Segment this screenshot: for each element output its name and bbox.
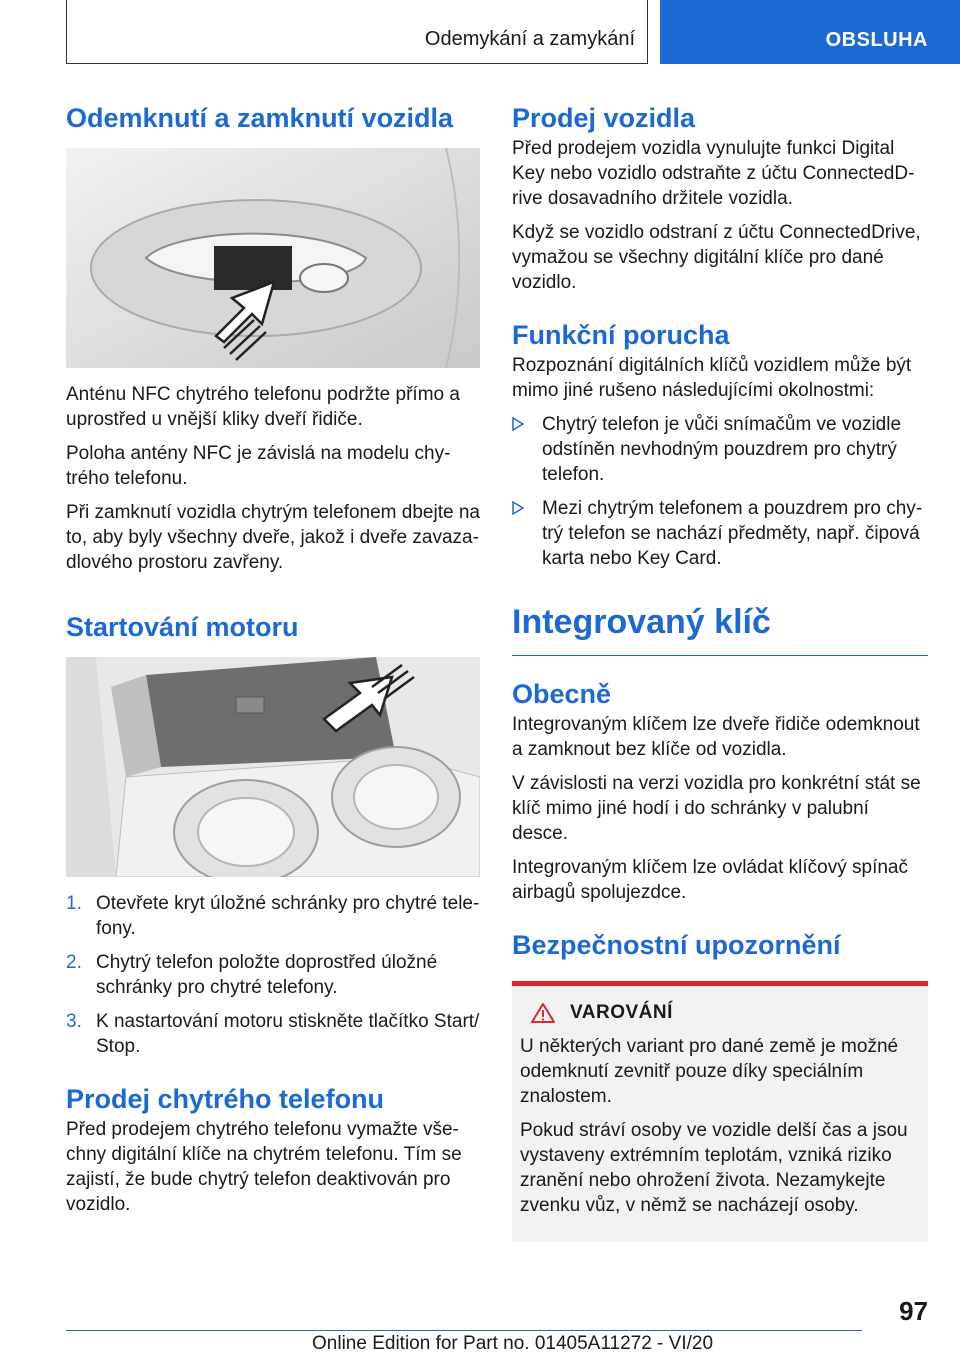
unlock-paragraph: Při zamknutí vozidla chytrým telefonem dbejte na to, aby byly všechny dveře, jakož i dveře zavazadlového prostoru zavřeny.: [66, 502, 480, 573]
step-text: Chytrý telefon položte doprostřed úložné schránky pro chytré telefony.: [96, 952, 438, 998]
bullet-text: Mezi chytrým telefonem a pouzdrem pro chytrý telefon se nachází předměty, např. čipová karta nebo Key Card.: [542, 498, 923, 569]
phone-tray-figure: [66, 657, 480, 877]
step-number: 1.: [66, 893, 82, 914]
section-tab-label: OBSLUHA: [825, 29, 928, 51]
list-item: [66, 891, 480, 941]
edition-footer: Online Edition for Part no. 01405A11272 - VI/20: [312, 1333, 714, 1354]
triangle-bullet-icon: [512, 417, 524, 431]
sell-vehicle-heading: Prodej vozidla: [512, 103, 696, 133]
warning-box: [512, 981, 928, 1242]
warning-title: VAROVÁNÍ: [570, 1002, 673, 1023]
step-text: Otevřete kryt úložné schránky pro chytré telefony.: [96, 893, 480, 939]
page-number: 97: [899, 1296, 928, 1326]
sell-phone-heading: Prodej chytrého telefonu: [66, 1084, 385, 1114]
footer-divider: [66, 1330, 862, 1331]
right-column: [512, 100, 928, 1242]
sell-vehicle-paragraph: Před prodejem vozidla vynulujte funkci Digital Key nebo vozidlo odstraňte z účtu ConnectedDrive dosavadního držitele vozidla.: [512, 138, 915, 209]
section-title: Odemykání a zamykání: [424, 28, 635, 50]
list-item: [512, 412, 928, 487]
list-item: [66, 950, 480, 1000]
warning-paragraph: U některých variant pro dané země je možné odemknutí zevnitř pouze díky speciálním znalostem.: [520, 1036, 899, 1107]
general-paragraph: Integrovaným klíčem lze ovládat klíčový spínač airbagů spolujezdce.: [512, 857, 909, 903]
start-steps-list: [66, 891, 480, 1059]
left-column: [66, 100, 480, 1226]
list-item: [512, 496, 928, 571]
phone-tray-illustration: [66, 657, 480, 877]
list-item: [66, 1009, 480, 1059]
step-number: 3.: [66, 1011, 82, 1032]
bullet-text: Chytrý telefon je vůči snímačům ve vozidle odstíněn nevhodným pouzdrem pro chytrý telefon.: [542, 414, 902, 485]
door-handle-figure: [66, 148, 480, 368]
door-handle-illustration: [66, 148, 480, 368]
sell-phone-paragraph: Před prodejem chytrého telefonu vymažte všechny digitální klíče na chytrém telefonu. Tím se zajistí, že bude chytrý telefon deaktivován pro vozidlo.: [66, 1119, 462, 1215]
step-text: K nastartování motoru stiskněte tlačítko Start/ Stop.: [96, 1011, 480, 1057]
warning-header: [520, 1002, 920, 1024]
start-heading: Startování motoru: [66, 612, 299, 642]
unlock-paragraph: Poloha antény NFC je závislá na modelu chytrého telefonu.: [66, 443, 451, 489]
sell-vehicle-paragraph: Když se vozidlo odstraní z účtu ConnectedDrive, vymažou se všechny digitální klíče pro dané vozidlo.: [512, 222, 921, 293]
malfunction-heading: Funkční porucha: [512, 320, 730, 350]
header-frame: [66, 0, 648, 64]
general-heading: Obecně: [512, 679, 612, 709]
general-paragraph: V závislosti na verzi vozidla pro konkrétní stát se klíč mimo jiné hodí i do schránky v palubní desce.: [512, 773, 921, 844]
unlock-paragraph: Anténu NFC chytrého telefonu podržte přímo a uprostřed u vnější kliky dveří řidiče.: [66, 384, 460, 430]
section-tab: [660, 0, 960, 64]
malfunction-list: [512, 412, 928, 571]
warning-triangle-icon: [530, 1002, 556, 1024]
warning-paragraph: Pokud stráví osoby ve vozidle delší čas a jsou vystaveny extrémním teplotám, vzniká riziko zranění nebo ohrožení života. Nezamykejte zvenku vůz, v němž se nacházejí osoby.: [520, 1120, 908, 1216]
malfunction-paragraph: Rozpoznání digitálních klíčů vozidlem může být mimo jiné rušeno následujícími okolnostmi:: [512, 355, 912, 401]
general-paragraph: Integrovaným klíčem lze dveře řidiče odemknout a zamknout bez klíče od vozidla.: [512, 714, 920, 760]
safety-heading: Bezpečnostní upozornění: [512, 930, 841, 960]
triangle-bullet-icon: [512, 501, 524, 515]
unlock-heading: Odemknutí a zamknutí vozidla: [66, 103, 454, 133]
step-number: 2.: [66, 952, 82, 973]
integrated-key-heading: Integrovaný klíč: [512, 599, 928, 656]
